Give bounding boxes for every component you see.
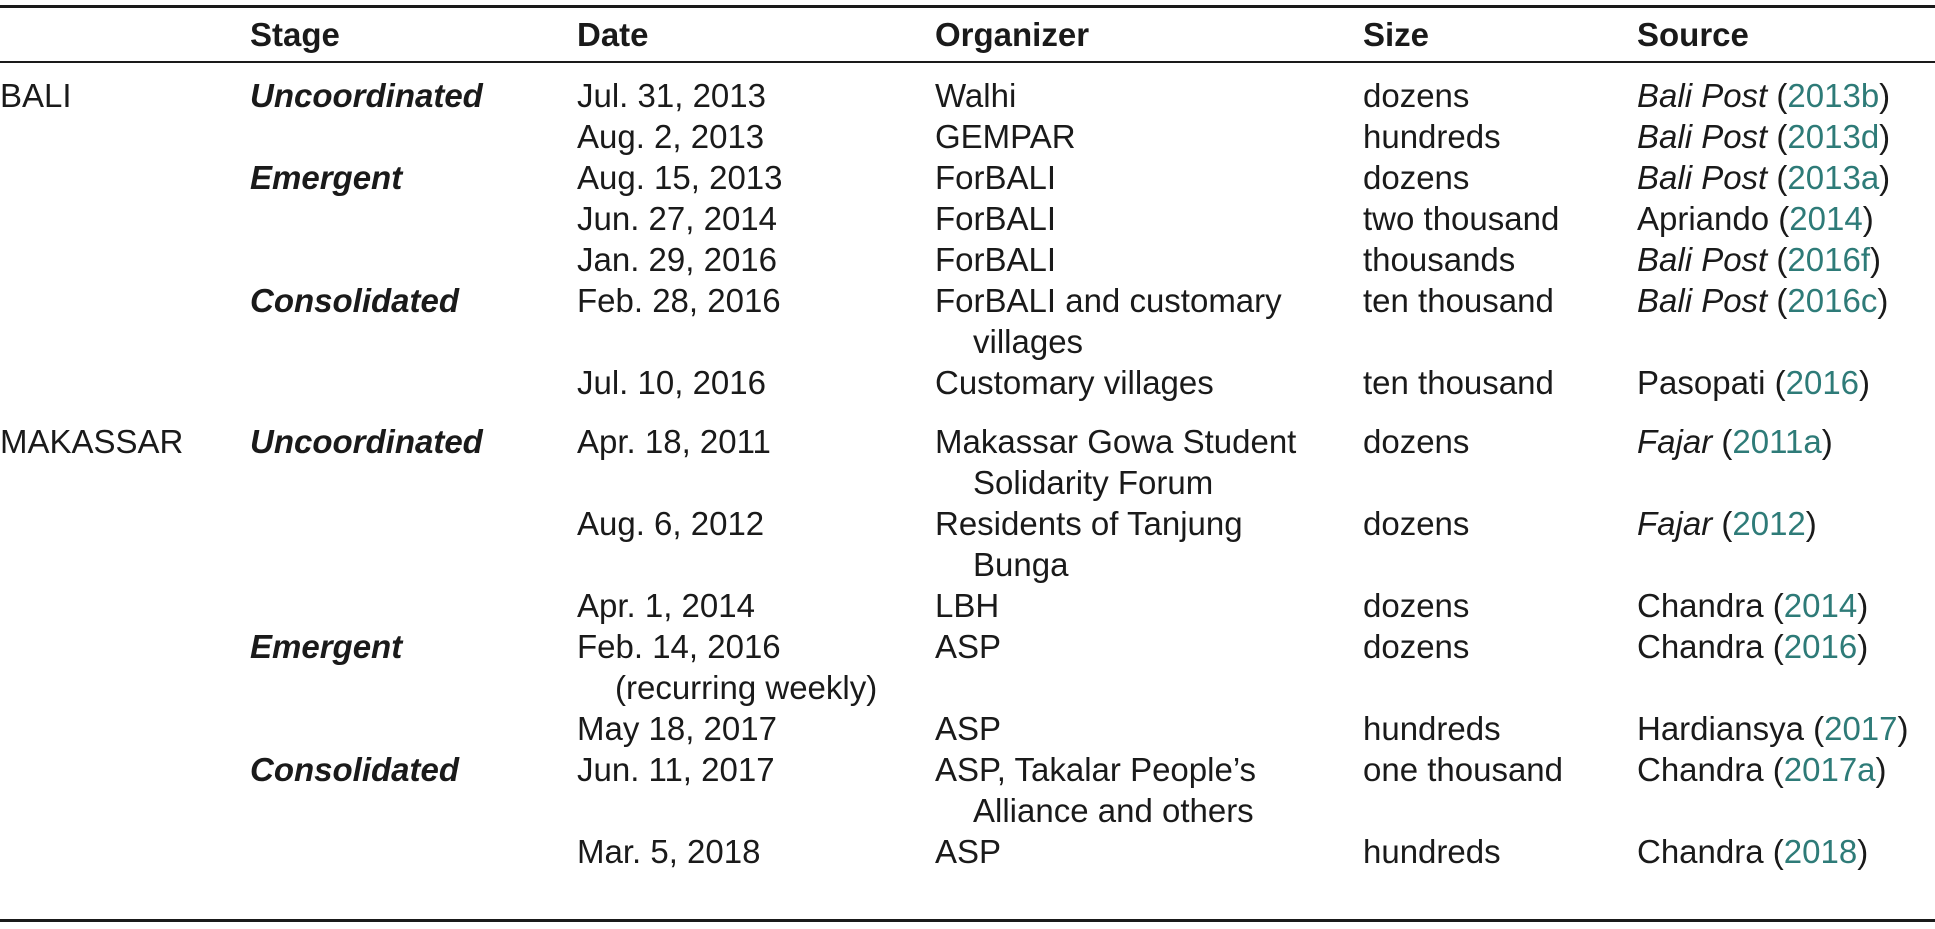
size-cell: ten thousand: [1363, 282, 1554, 319]
organizer-cell: [935, 749, 1363, 831]
date-cell: [577, 75, 935, 116]
table-row: [0, 116, 1935, 157]
header-row: [0, 8, 1935, 61]
size-cell: one thousand: [1363, 751, 1564, 788]
size-cell: dozens: [1363, 505, 1470, 542]
date-line: May 18, 2017: [577, 710, 777, 747]
date-line: Mar. 5, 2018: [577, 833, 761, 870]
source-cell: Pasopati (2016): [1637, 364, 1871, 401]
organizer-cell: [935, 362, 1363, 403]
source-name: Apriando: [1637, 200, 1770, 237]
organizer-line: ForBALI: [935, 241, 1057, 278]
date-line: Jul. 10, 2016: [577, 364, 766, 401]
region-cell: MAKASSAR: [0, 423, 184, 460]
source-name: Chandra: [1637, 833, 1764, 870]
source-year-link[interactable]: 2016c: [1787, 282, 1878, 319]
region-cell: [0, 116, 250, 157]
date-line: (recurring weekly): [615, 669, 878, 706]
date-cell: [577, 503, 935, 585]
date-line: Aug. 2, 2013: [577, 118, 765, 155]
date-cell: [577, 831, 935, 872]
organizer-line: Solidarity Forum: [973, 464, 1214, 501]
header-stage: Stage: [250, 16, 340, 53]
region-cell: [0, 239, 250, 280]
region-cell: [0, 362, 250, 403]
date-cell: [577, 749, 935, 831]
source-cell: Fajar (2012): [1637, 505, 1817, 542]
date-line: Feb. 14, 2016: [577, 628, 781, 665]
organizer-cell: [935, 585, 1363, 626]
source-cell: Bali Post (2016c): [1637, 282, 1889, 319]
stage-cell: Emergent: [250, 159, 403, 196]
date-line: Feb. 28, 2016: [577, 282, 781, 319]
source-cell: Chandra (2017a): [1637, 751, 1887, 788]
organizer-line: ASP: [935, 710, 1002, 747]
organizer-cell: [935, 708, 1363, 749]
organizer-line: Walhi: [935, 77, 1017, 114]
table-row: [0, 421, 1935, 503]
stage-cell: [250, 585, 577, 626]
size-cell: thousands: [1363, 241, 1516, 278]
source-cell: Bali Post (2013b): [1637, 77, 1891, 114]
stage-cell: [250, 198, 577, 239]
stage-cell: [250, 239, 577, 280]
organizer-cell: [935, 239, 1363, 280]
header-organizer: Organizer: [935, 16, 1090, 53]
header-region: [0, 8, 250, 61]
organizer-cell: [935, 198, 1363, 239]
region-cell: [0, 503, 250, 585]
source-year-link[interactable]: 2018: [1783, 833, 1858, 870]
source-name: Chandra: [1637, 587, 1764, 624]
source-cell: Chandra (2018): [1637, 833, 1869, 870]
source-year-link[interactable]: 2014: [1789, 200, 1863, 237]
date-cell: [577, 626, 935, 708]
table-row: [0, 198, 1935, 239]
organizer-line: ForBALI: [935, 200, 1057, 237]
table-header: [0, 8, 1935, 61]
stage-cell: [250, 831, 577, 872]
source-year-link[interactable]: 2016f: [1787, 241, 1870, 278]
date-line: Apr. 18, 2011: [577, 423, 771, 460]
table-row: [0, 585, 1935, 626]
organizer-line: Bunga: [973, 546, 1069, 583]
source-cell: Chandra (2016): [1637, 628, 1869, 665]
organizer-line: GEMPAR: [935, 118, 1076, 155]
date-cell: [577, 585, 935, 626]
source-name: Bali Post: [1637, 159, 1768, 196]
date-line: Aug. 6, 2012: [577, 505, 765, 542]
size-cell: dozens: [1363, 77, 1470, 114]
source-cell: Chandra (2014): [1637, 587, 1869, 624]
source-year-link[interactable]: 2017: [1824, 710, 1898, 747]
spacer-row: [0, 63, 1935, 75]
table-row: [0, 708, 1935, 749]
organizer-line: ASP, Takalar People’s: [935, 751, 1257, 788]
organizer-line: Makassar Gowa Student: [935, 423, 1297, 460]
organizer-cell: [935, 503, 1363, 585]
source-name: Hardiansya: [1637, 710, 1804, 747]
date-line: Jan. 29, 2016: [577, 241, 777, 278]
source-year-link[interactable]: 2016: [1785, 364, 1860, 401]
source-name: Fajar: [1637, 505, 1713, 542]
organizer-cell: [935, 626, 1363, 708]
source-name: Pasopati: [1637, 364, 1766, 401]
date-cell: [577, 239, 935, 280]
table-body: [0, 63, 1935, 872]
region-cell: [0, 280, 250, 362]
stage-cell: Uncoordinated: [250, 77, 483, 114]
source-year-link[interactable]: 2011a: [1732, 423, 1822, 460]
organizer-line: LBH: [935, 587, 1000, 624]
region-cell: [0, 831, 250, 872]
stage-cell: Uncoordinated: [250, 423, 483, 460]
stage-cell: [250, 503, 577, 585]
protest-events-body-table: [0, 63, 1935, 872]
region-cell: [0, 198, 250, 239]
stage-cell: [250, 708, 577, 749]
region-cell: [0, 749, 250, 831]
date-cell: [577, 421, 935, 503]
source-year-link[interactable]: 2013a: [1787, 159, 1880, 196]
organizer-line: ForBALI: [935, 159, 1057, 196]
source-name: Bali Post: [1637, 282, 1768, 319]
date-cell: [577, 116, 935, 157]
table-row: [0, 280, 1935, 362]
date-line: Aug. 15, 2013: [577, 159, 783, 196]
organizer-cell: [935, 75, 1363, 116]
source-year-link[interactable]: 2012: [1732, 505, 1806, 542]
date-line: Apr. 1, 2014: [577, 587, 755, 624]
source-cell: Apriando (2014): [1637, 200, 1874, 237]
protest-events-table: [0, 8, 1935, 61]
organizer-line: Alliance and others: [973, 792, 1254, 829]
table-row: [0, 831, 1935, 872]
size-cell: two thousand: [1363, 200, 1560, 237]
table-row: [0, 362, 1935, 403]
size-cell: dozens: [1363, 159, 1470, 196]
region-cell: [0, 626, 250, 708]
organizer-cell: [935, 116, 1363, 157]
source-name: Bali Post: [1637, 118, 1768, 155]
stage-cell: Consolidated: [250, 282, 460, 319]
stage-cell: [250, 116, 577, 157]
table-row: [0, 75, 1935, 116]
header-size: Size: [1363, 16, 1430, 53]
organizer-line: Customary villages: [935, 364, 1214, 401]
source-name: Chandra: [1637, 628, 1764, 665]
source-name: Bali Post: [1637, 241, 1768, 278]
region-cell: BALI: [0, 77, 72, 114]
source-name: Chandra: [1637, 751, 1764, 788]
date-cell: [577, 157, 935, 198]
stage-cell: Consolidated: [250, 751, 460, 788]
organizer-line: Residents of Tanjung: [935, 505, 1243, 542]
source-name: Bali Post: [1637, 77, 1768, 114]
size-cell: hundreds: [1363, 833, 1501, 870]
stage-cell: [250, 362, 577, 403]
organizer-line: ASP: [935, 833, 1002, 870]
organizer-line: villages: [973, 323, 1084, 360]
source-year-link[interactable]: 2013d: [1787, 118, 1880, 155]
date-cell: [577, 708, 935, 749]
stage-cell: Emergent: [250, 628, 403, 665]
table-row: [0, 157, 1935, 198]
source-cell: Bali Post (2013a): [1637, 159, 1891, 196]
source-year-link[interactable]: 2017a: [1783, 751, 1876, 788]
organizer-cell: [935, 157, 1363, 198]
source-year-link[interactable]: 2013b: [1787, 77, 1880, 114]
source-cell: Hardiansya (2017): [1637, 710, 1909, 747]
protest-table-container: [0, 5, 1935, 872]
bottom-rule: [0, 919, 1935, 922]
region-cell: [0, 585, 250, 626]
size-cell: dozens: [1363, 423, 1470, 460]
source-name: Fajar: [1637, 423, 1713, 460]
size-cell: hundreds: [1363, 710, 1501, 747]
organizer-cell: [935, 421, 1363, 503]
date-line: Jul. 31, 2013: [577, 77, 766, 114]
size-cell: hundreds: [1363, 118, 1501, 155]
group-gap-row: [0, 403, 1935, 421]
size-cell: dozens: [1363, 587, 1470, 624]
date-cell: [577, 198, 935, 239]
source-cell: Bali Post (2016f): [1637, 241, 1881, 278]
header-date: Date: [577, 16, 649, 53]
size-cell: dozens: [1363, 628, 1470, 665]
organizer-line: ASP: [935, 628, 1002, 665]
organizer-cell: [935, 280, 1363, 362]
header-source: Source: [1637, 16, 1749, 53]
source-year-link[interactable]: 2016: [1783, 628, 1858, 665]
source-year-link[interactable]: 2014: [1783, 587, 1858, 624]
organizer-cell: [935, 831, 1363, 872]
organizer-line: ForBALI and customary: [935, 282, 1282, 319]
size-cell: ten thousand: [1363, 364, 1554, 401]
table-row: [0, 239, 1935, 280]
table-row: [0, 626, 1935, 708]
table-row: [0, 749, 1935, 831]
table-row: [0, 503, 1935, 585]
region-cell: [0, 157, 250, 198]
source-cell: Bali Post (2013d): [1637, 118, 1891, 155]
source-cell: Fajar (2011a): [1637, 423, 1833, 460]
date-line: Jun. 27, 2014: [577, 200, 777, 237]
date-cell: [577, 362, 935, 403]
date-line: Jun. 11, 2017: [577, 751, 775, 788]
date-cell: [577, 280, 935, 362]
region-cell: [0, 708, 250, 749]
